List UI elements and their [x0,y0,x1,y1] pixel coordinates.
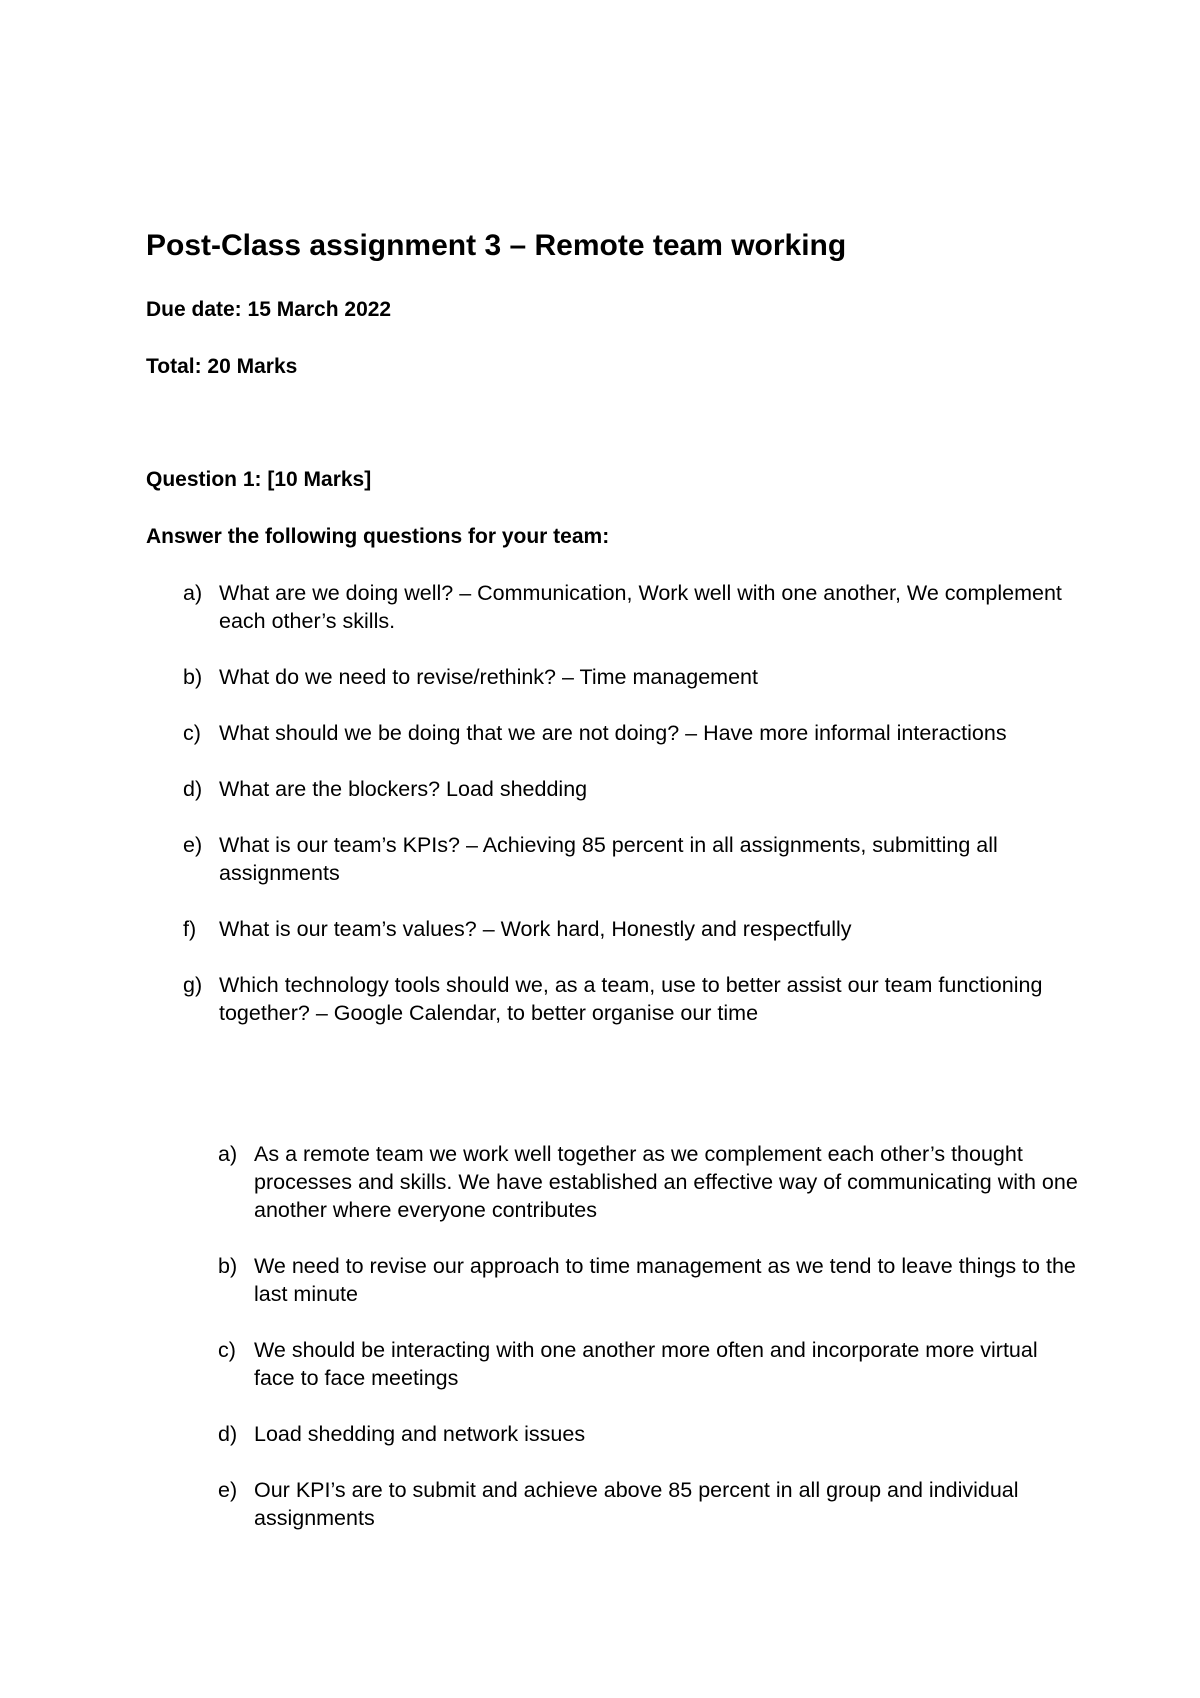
list-item [218,1252,1078,1308]
list-item-text: What should we be doing that we are not doing? – Have more informal interactions [219,721,1007,745]
list-item-text: What are the blockers? Load shedding [219,777,588,801]
list-item [183,915,1063,943]
list-item [218,1476,1078,1532]
list-marker: g) [183,973,203,997]
document-title: Post-Class assignment 3 – Remote team working [146,229,847,262]
list-item-text: We need to revise our approach to time management as we tend to leave things to the last minute [254,1254,1076,1306]
instruction-text: Answer the following questions for your team: [146,525,610,548]
list-item-text: What is our team’s values? – Work hard, Honestly and respectfully [219,917,852,941]
list-item [183,971,1063,1027]
list-marker: d) [183,777,203,801]
list-item [183,663,1063,691]
list-marker: f) [183,917,197,941]
list-item-text: We should be interacting with one another more often and incorporate more virtual face to face meetings [254,1338,1038,1390]
question-heading: Question 1: [10 Marks] [146,468,372,491]
list-item [183,831,1063,887]
list-item-text: Which technology tools should we, as a team, use to better assist our team functioning together? – Google Calendar, to better organise our time [219,973,1043,1025]
list-marker: c) [218,1338,236,1362]
list-marker: a) [183,581,203,605]
list-item [218,1336,1078,1392]
total-marks: Total: 20 Marks [146,355,298,378]
list-marker: b) [218,1254,238,1278]
list-item-text: What is our team’s KPIs? – Achieving 85 percent in all assignments, submitting all assignments [219,833,998,885]
list-marker: e) [218,1478,238,1502]
list-marker: b) [183,665,203,689]
list-item-text: What do we need to revise/rethink? – Time management [219,665,758,689]
list-item-text: Our KPI’s are to submit and achieve above 85 percent in all group and individual assignments [254,1478,1019,1530]
list-item [218,1140,1078,1224]
list-item-text: What are we doing well? – Communication, Work well with one another, We complement each other’s skills. [219,581,1062,633]
list-marker: a) [218,1142,238,1166]
list-item [183,775,1063,803]
list-item-text: Load shedding and network issues [254,1422,586,1446]
answer-list [218,1140,1078,1560]
list-marker: d) [218,1422,238,1446]
list-item-text: As a remote team we work well together as we complement each other’s thought processes and skills. We have established an effective way of communicating with one another where everyone contributes [254,1142,1078,1222]
list-marker: c) [183,721,201,745]
list-item [183,579,1063,635]
due-date: Due date: 15 March 2022 [146,298,392,321]
list-item [183,719,1063,747]
list-marker: e) [183,833,203,857]
list-item [218,1420,1078,1448]
question-list [183,579,1063,1055]
